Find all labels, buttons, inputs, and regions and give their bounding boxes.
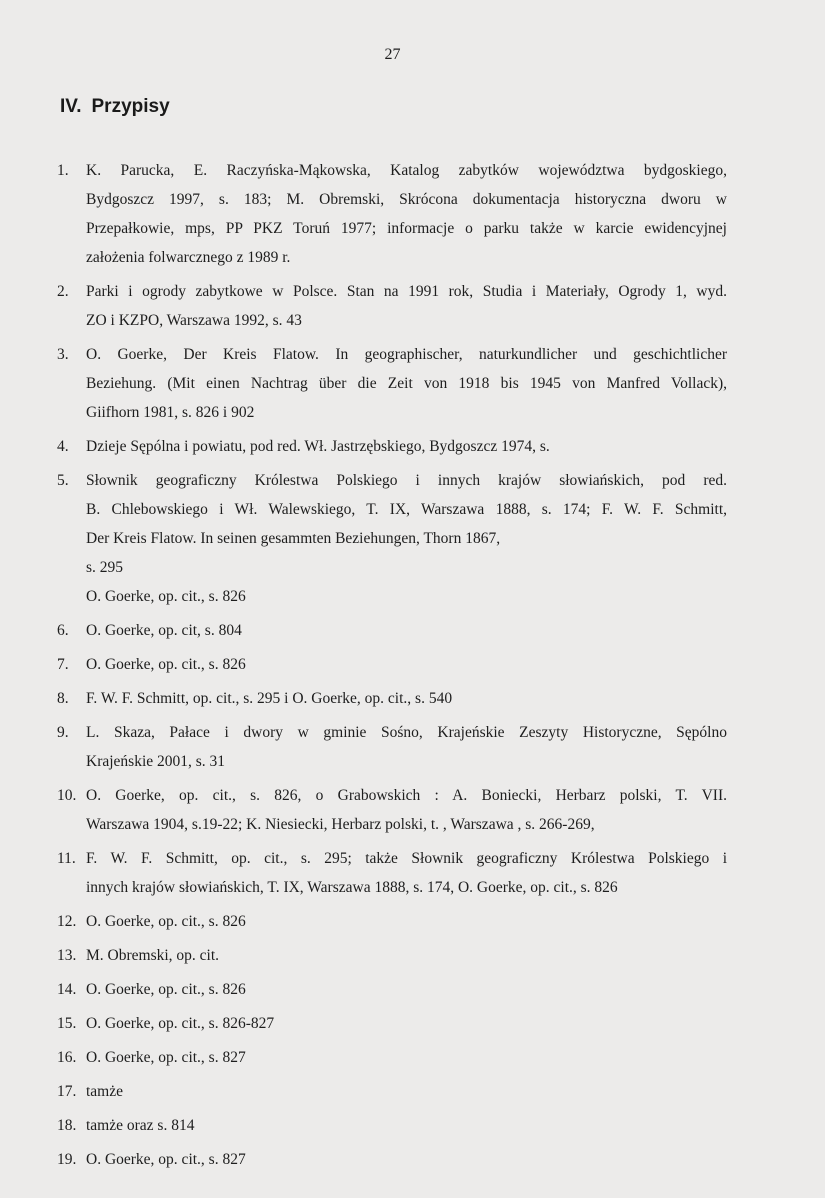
footnote-text-line: O. Goerke, op. cit, s. 804 (86, 622, 242, 639)
footnote-text-line: L. Skaza, Pałace i dwory w gminie Sośno, Krajeńskie Zeszyty Historyczne, Sępólno (86, 724, 727, 741)
footnote-number: 13. (57, 947, 77, 964)
section-title: Przypisy (91, 96, 170, 117)
footnote-text-line: O. Goerke, op. cit., s. 826, o Grabowskich : A. Boniecki, Herbarz polski, T. VII. (86, 787, 727, 804)
footnote-number: 6. (57, 622, 69, 639)
footnote-text-line: Przepałkowie, mps, PP PKZ Toruń 1977; informacje o parku także w karcie ewidencyjnej (86, 220, 727, 237)
footnote-text-line: F. W. F. Schmitt, op. cit., s. 295 i O. Goerke, op. cit., s. 540 (86, 690, 453, 707)
footnote-item (57, 340, 727, 427)
footnote-item (57, 466, 727, 611)
footnote-item (57, 277, 727, 335)
footnote-text-line: M. Obremski, op. cit. (86, 947, 220, 964)
footnote-number: 14. (57, 981, 77, 998)
footnote-text-line: Warszawa 1904, s.19-22; K. Niesiecki, Herbarz polski, t. , Warszawa , s. 266-269, (86, 816, 595, 833)
footnote-item (57, 1043, 727, 1072)
footnote-number: 8. (57, 690, 69, 707)
footnote-number: 17. (57, 1083, 77, 1100)
footnote-item (57, 684, 727, 713)
footnote-number: 10. (57, 787, 77, 804)
footnote-text-line: Giifhorn 1981, s. 826 i 902 (86, 404, 255, 421)
footnote-number: 2. (57, 283, 69, 300)
footnote-number: 3. (57, 346, 69, 363)
footnote-item (57, 1077, 727, 1106)
footnote-text-line: innych krajów słowiańskich, T. IX, Warszawa 1888, s. 174, O. Goerke, op. cit., s. 826 (86, 879, 618, 896)
footnote-item (57, 844, 727, 902)
footnote-text-line: tamże (86, 1083, 124, 1100)
footnote-text-line: Słownik geograficzny Królestwa Polskiego i innych krajów słowiańskich, pod red. (86, 472, 727, 489)
footnote-item (57, 1111, 727, 1140)
page-number: 27 (384, 46, 401, 63)
footnote-number: 11. (57, 850, 76, 867)
footnote-number: 12. (57, 913, 77, 930)
footnote-list (57, 156, 727, 1179)
footnote-text-line: Parki i ogrody zabytkowe w Polsce. Stan na 1991 rok, Studia i Materiały, Ogrody 1, wyd. (86, 283, 727, 300)
footnote-item (57, 650, 727, 679)
footnote-number: 15. (57, 1015, 77, 1032)
footnote-text-line: Dzieje Sępólna i powiatu, pod red. Wł. Jastrzębskiego, Bydgoszcz 1974, s. (86, 438, 550, 455)
footnote-text-line: Bydgoszcz 1997, s. 183; M. Obremski, Skrócona dokumentacja historyczna dworu w (86, 191, 727, 208)
footnote-item (57, 1009, 727, 1038)
footnote-text-line: ZO i KZPO, Warszawa 1992, s. 43 (86, 312, 302, 329)
footnote-number: 16. (57, 1049, 77, 1066)
footnote-text-line: Der Kreis Flatow. In seinen gesammten Beziehungen, Thorn 1867, (86, 530, 501, 547)
footnote-item (57, 975, 727, 1004)
footnote-number: 19. (57, 1151, 77, 1168)
footnote-text-line: K. Parucka, E. Raczyńska-Mąkowska, Katalog zabytków województwa bydgoskiego, (86, 162, 727, 179)
footnote-item (57, 1145, 727, 1174)
footnote-text-line: O. Goerke, op. cit., s. 826 (86, 588, 246, 605)
footnote-text-line: O. Goerke, op. cit., s. 827 (86, 1049, 246, 1066)
footnote-item (57, 781, 727, 839)
footnote-text-line: założenia folwarcznego z 1989 r. (86, 249, 291, 266)
footnote-item (57, 156, 727, 272)
footnote-text-line: Krajeńskie 2001, s. 31 (86, 753, 226, 770)
footnote-number: 1. (57, 162, 69, 179)
footnote-number: 18. (57, 1117, 77, 1134)
footnote-text-line: Beziehung. (Mit einen Nachtrag über die Zeit von 1918 bis 1945 von Manfred Vollack), (86, 375, 727, 392)
footnote-text-line: O. Goerke, op. cit., s. 826-827 (86, 1015, 275, 1032)
footnote-number: 7. (57, 656, 69, 673)
footnote-item (57, 718, 727, 776)
footnote-text-line: s. 295 (86, 559, 124, 576)
footnote-item (57, 941, 727, 970)
footnote-text-line: O. Goerke, op. cit., s. 826 (86, 981, 246, 998)
footnote-text-line: O. Goerke, op. cit., s. 827 (86, 1151, 246, 1168)
footnote-text-line: O. Goerke, op. cit., s. 826 (86, 913, 246, 930)
footnote-text-line: O. Goerke, op. cit., s. 826 (86, 656, 246, 673)
footnote-item (57, 907, 727, 936)
footnote-number: 4. (57, 438, 69, 455)
footnote-item (57, 616, 727, 645)
footnote-item (57, 432, 727, 461)
footnote-number: 9. (57, 724, 69, 741)
section-number: IV. (60, 96, 82, 117)
footnote-text-line: B. Chlebowskiego i Wł. Walewskiego, T. IX, Warszawa 1888, s. 174; F. W. F. Schmitt, (86, 501, 727, 518)
section-heading (60, 96, 170, 118)
footnote-text-line: O. Goerke, Der Kreis Flatow. In geographischer, naturkundlicher und geschichtlicher (86, 346, 727, 363)
footnote-text-line: F. W. F. Schmitt, op. cit., s. 295; także Słownik geograficzny Królestwa Polskiego i (86, 850, 727, 867)
footnote-text-line: tamże oraz s. 814 (86, 1117, 195, 1134)
footnote-number: 5. (57, 472, 69, 489)
